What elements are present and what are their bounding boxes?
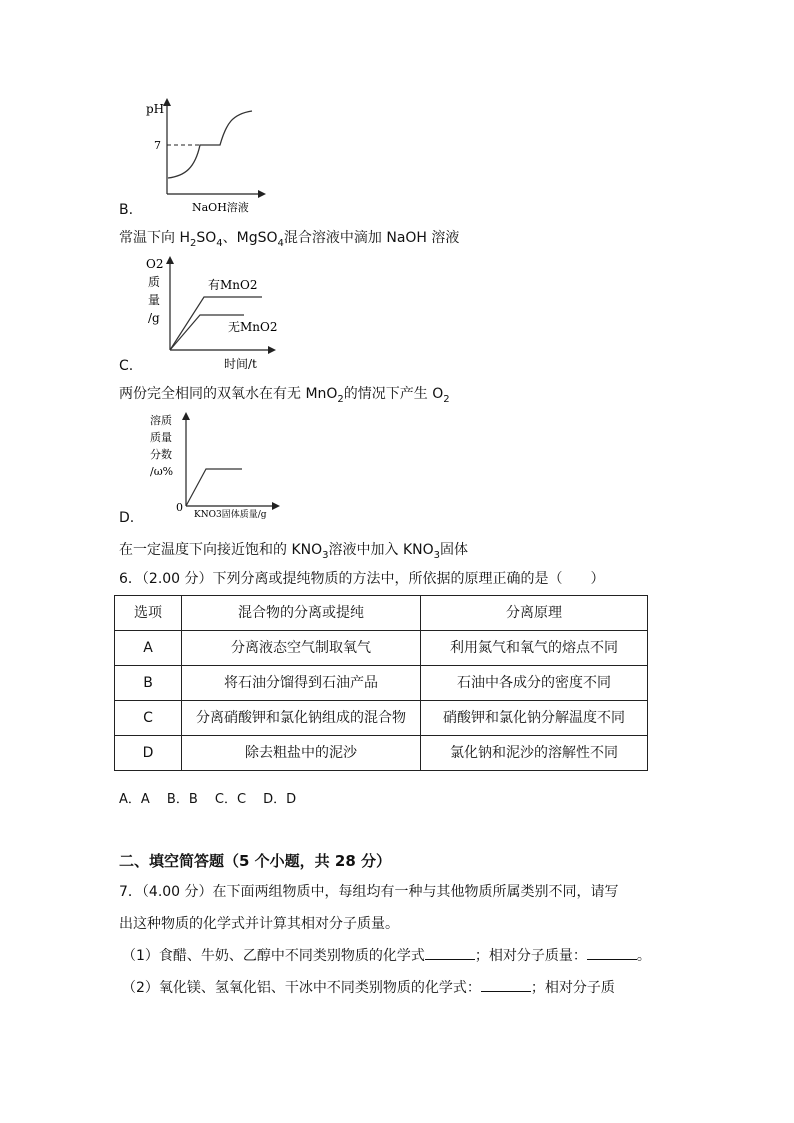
table-cell: 分离液态空气制取氧气: [182, 631, 421, 666]
q6-choices: A．A B．B C．C D．D: [119, 792, 297, 807]
table-cell: D: [115, 736, 182, 771]
section-heading: 二、填空简答题（5 个小题，共 28 分）: [119, 852, 391, 870]
option-c-label: C.: [119, 358, 134, 374]
table-header-cell: 分离原理: [421, 596, 648, 631]
figure-c-label-with: 有MnO2: [208, 278, 258, 292]
figure-b-xlabel: NaOH溶液: [192, 201, 249, 214]
table-row: [115, 736, 648, 771]
figure-d-ylabel-4: /ω%: [150, 465, 174, 478]
figure-c-ylabel-1: O2: [146, 257, 164, 271]
figure-c-xlabel: 时间/t: [224, 357, 257, 371]
table-cell: B: [115, 666, 182, 701]
table-cell: C: [115, 701, 182, 736]
figure-c-ylabel-2: 质: [148, 275, 161, 289]
q7-part-1-text-b: ；相对分子质量：: [474, 948, 587, 964]
table-row: [115, 666, 648, 701]
answer-blank[interactable]: [425, 945, 475, 960]
table-cell: 氯化钠和泥沙的溶解性不同: [421, 736, 648, 771]
figure-d-ylabel-2: 质量: [150, 431, 172, 444]
answer-blank[interactable]: [481, 977, 531, 992]
table-cell: 分离硝酸钾和氯化钠组成的混合物: [182, 701, 421, 736]
table-row: [115, 701, 648, 736]
figure-c: [144, 254, 284, 374]
figure-b-ylabel: pH: [146, 102, 165, 116]
answer-blank[interactable]: [587, 945, 637, 960]
table-cell: 除去粗盐中的泥沙: [182, 736, 421, 771]
figure-d-xlabel: KNO3固体质量/g: [194, 510, 267, 520]
figure-c-label-without: 无MnO2: [228, 320, 278, 334]
q6-table: [114, 595, 648, 771]
q6-stem: 6．（2.00 分）下列分离或提纯物质的方法中，所依据的原理正确的是（ ）: [119, 571, 605, 587]
table-cell: 将石油分馏得到石油产品: [182, 666, 421, 701]
q7-stem-line-1: 7．（4.00 分）在下面两组物质中，每组均有一种与其他物质所属类别不同，请写: [119, 884, 619, 900]
option-d-label: D.: [119, 510, 135, 526]
table-header-row: [115, 596, 648, 631]
figure-b-tick-7: 7: [154, 139, 161, 152]
figure-d-origin: 0: [176, 501, 183, 514]
q7-part-2-text-a: （2）氧化镁、氢氧化铝、干冰中不同类别物质的化学式：: [122, 980, 481, 996]
table-cell: 硝酸钾和氯化钠分解温度不同: [421, 701, 648, 736]
q7-part-2-text-b: ；相对分子质: [530, 980, 615, 996]
table-cell: 石油中各成分的密度不同: [421, 666, 648, 701]
q7-part-1: [122, 945, 651, 966]
figure-d: [144, 410, 284, 520]
option-d-text: 在一定温度下向接近饱和的 $KNO_3$溶液中加入 $KNO_3$固体: [119, 542, 468, 561]
option-c-text: 两份完全相同的双氧水在有无 MnO$_2$的情况下产生 $O_2$: [119, 386, 450, 405]
figure-c-ylabel-3: 量: [148, 293, 161, 307]
q7-part-2: [122, 977, 615, 998]
table-header-cell: 混合物的分离或提纯: [182, 596, 421, 631]
option-b-label: B.: [119, 202, 134, 218]
table-cell: A: [115, 631, 182, 666]
figure-c-ylabel-4: /g: [148, 311, 160, 325]
q7-part-1-text-c: 。: [636, 948, 651, 964]
q7-part-1-text-a: （1）食醋、牛奶、乙醇中不同类别物质的化学式: [122, 948, 425, 964]
figure-b: [140, 96, 270, 216]
table-row: [115, 631, 648, 666]
table-header-cell: 选项: [115, 596, 182, 631]
figure-d-ylabel-3: 分数: [150, 448, 172, 461]
table-cell: 利用氮气和氧气的熔点不同: [421, 631, 648, 666]
option-b-text: 常温下向 $H_2SO_4$、MgSO$_4$混合溶液中滴加 NaOH 溶液: [119, 230, 460, 249]
figure-d-ylabel-1: 溶质: [150, 414, 172, 427]
q7-stem-line-2: 出这种物质的化学式并计算其相对分子质量。: [119, 916, 399, 932]
